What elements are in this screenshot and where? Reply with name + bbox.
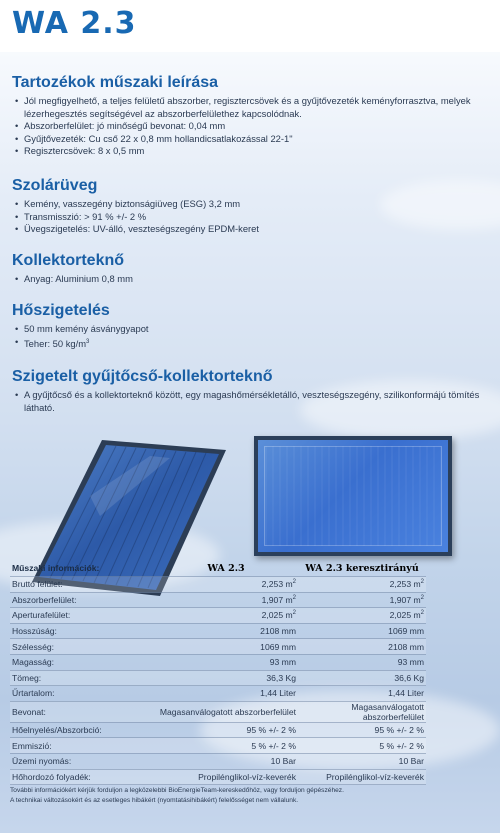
table-header-row xyxy=(10,560,426,577)
table-cell-text: Emmisziό: xyxy=(12,740,52,751)
table-cell-text: Abszorberfelület: xyxy=(12,594,77,605)
list-item: • Üvegszigetelés: UV-álló, veszteségszegény EPDM-keret xyxy=(24,223,482,236)
table-label-cell xyxy=(10,753,154,769)
table-label-cell xyxy=(10,686,154,702)
table-header-cell xyxy=(10,560,154,577)
table-cell-text: 1,44 Liter xyxy=(388,688,424,699)
table-value-cell xyxy=(298,608,426,624)
table-value-cell xyxy=(154,608,298,624)
table-value-cell xyxy=(298,769,426,785)
table-label-cell xyxy=(10,639,154,655)
bullet-list xyxy=(12,273,482,286)
table-value-cell xyxy=(298,738,426,754)
table-label-cell xyxy=(10,608,154,624)
table-label-cell xyxy=(10,654,154,670)
list-item: • 50 mm kemény ásványgyapot xyxy=(24,323,482,336)
table-cell-text: 2,253 m xyxy=(261,579,293,590)
table-cell-text: Tömeg: xyxy=(12,672,42,683)
superscript: 3 xyxy=(86,338,90,345)
list-item: • Gyűjtővezeték: Cu cső 22 x 0,8 mm hollandicsatlakozással 22-1" xyxy=(24,133,482,146)
list-item: • Transmisszió: > 91 % +/- 2 % xyxy=(24,211,482,224)
table-cell-text: 5 % +/- 2 % xyxy=(251,740,296,751)
section-heading: Kollektorteknő xyxy=(12,252,125,269)
table-cell-text: Bevonat: xyxy=(12,706,46,717)
table-row xyxy=(10,670,426,686)
table-cell-text: Propilénglikol-víz-keverék xyxy=(198,771,296,782)
section-insulation xyxy=(12,302,482,350)
table-value-cell xyxy=(298,654,426,670)
table-cell-text: Magasanválogatott abszorberfelület xyxy=(351,701,424,722)
table-value-cell xyxy=(154,722,298,738)
section-accessories xyxy=(12,74,482,158)
table-cell-text: Hőelnyelés/Abszorbció: xyxy=(12,725,102,736)
table-row xyxy=(10,753,426,769)
superscript: 2 xyxy=(292,595,296,602)
table-cell-text: 95 % +/- 2 % xyxy=(374,725,424,736)
table-value-cell xyxy=(154,753,298,769)
list-item: • Anyag: Aluminium 0,8 mm xyxy=(24,273,482,286)
table-cell-text: Magasság: xyxy=(12,657,55,668)
table-cell-text: 2108 mm xyxy=(388,641,424,652)
table-cell-text: 1,907 m xyxy=(261,594,293,605)
table-row xyxy=(10,623,426,639)
list-item-text: Teher: 50 kg/m xyxy=(24,337,87,349)
table-value-cell xyxy=(154,577,298,593)
table-row xyxy=(10,738,426,754)
table-header-cell xyxy=(298,560,426,577)
table-cell-text: 5 % +/- 2 % xyxy=(379,740,424,751)
table-cell-text: Műszaki információk: xyxy=(12,563,100,573)
footnote: A technikai változásokért és az esetleges hibákért (nyomtatásihibákért) felelősséget nem vállalunk. xyxy=(10,797,299,804)
section-heading: Tartozékok műszaki leírása xyxy=(12,74,219,91)
table-row xyxy=(10,608,426,624)
table-label-cell xyxy=(10,623,154,639)
table-value-cell xyxy=(154,686,298,702)
table-cell-text: Aperturafelület: xyxy=(12,610,71,621)
list-item: • A gyűjtőcső és a kollektorteknő között, egy magashőmérsékletálló, veszteségszegény, szilikonformájú tömítés látható. xyxy=(24,389,482,414)
table-cell-text: Magasanválogatott abszorberfelület xyxy=(159,706,296,717)
table-cell-text: WA 2.3 keresztirányú xyxy=(305,562,419,574)
table-value-cell xyxy=(154,670,298,686)
table-label-cell xyxy=(10,670,154,686)
table-row xyxy=(10,686,426,702)
superscript: 2 xyxy=(420,610,424,617)
table-cell-text: 2108 mm xyxy=(260,626,296,637)
table-cell-text: Bruttó felület: xyxy=(12,579,63,590)
table-cell-text: 1069 mm xyxy=(260,641,296,652)
superscript: 2 xyxy=(420,595,424,602)
table-header-cell xyxy=(154,560,298,577)
table-cell-text: 36,6 Kg xyxy=(394,672,424,683)
section-collector-trough xyxy=(12,252,482,286)
table-cell-text: Űrtartalom: xyxy=(12,688,55,699)
table-value-cell xyxy=(298,722,426,738)
solar-panel-horizontal-image xyxy=(254,436,452,556)
table-value-cell xyxy=(154,623,298,639)
table-row xyxy=(10,639,426,655)
table-cell-text: 1069 mm xyxy=(388,626,424,637)
superscript: 2 xyxy=(292,579,296,586)
section-heading: Hőszigetelés xyxy=(12,302,110,319)
table-value-cell xyxy=(298,577,426,593)
table-value-cell xyxy=(154,769,298,785)
footnotes xyxy=(10,786,480,806)
table-cell-text: 93 mm xyxy=(397,657,424,668)
list-item: • Kemény, vasszegény biztonságiüveg (ESG) 3,2 mm xyxy=(24,198,482,211)
table-value-cell xyxy=(154,639,298,655)
table-label-cell xyxy=(10,722,154,738)
table-cell-text: 2,253 m xyxy=(389,579,421,590)
table-label-cell xyxy=(10,592,154,608)
table-cell-text: Propilénglikol-víz-keverék xyxy=(326,771,424,782)
table-cell-text: Hosszúság: xyxy=(12,626,57,637)
table-cell-text: Szélesség: xyxy=(12,641,55,652)
superscript: 2 xyxy=(292,610,296,617)
table-value-cell xyxy=(154,654,298,670)
table-value-cell xyxy=(298,623,426,639)
table-value-cell xyxy=(298,670,426,686)
table-cell-text: WA 2.3 xyxy=(207,562,245,574)
footnote: További információkért kérjük forduljon a legközelebbi BioEnergieTeam-kereskedőhöz, vagy forduljon gépészéhez. xyxy=(10,787,344,794)
bullet-list xyxy=(12,323,482,350)
bullet-list xyxy=(12,389,482,414)
table-cell-text: 10 Bar xyxy=(398,756,424,767)
section-insulated-collector xyxy=(12,368,482,414)
table-row xyxy=(10,592,426,608)
table-value-cell xyxy=(298,592,426,608)
table-cell-text: 95 % +/- 2 % xyxy=(246,725,296,736)
table-value-cell xyxy=(298,639,426,655)
table-cell-text: Üzemi nyomás: xyxy=(12,756,72,767)
table-row xyxy=(10,701,426,722)
table-label-cell xyxy=(10,577,154,593)
bullet-list xyxy=(12,198,482,236)
table-label-cell xyxy=(10,701,154,722)
table-value-cell xyxy=(298,686,426,702)
list-item: • Jól megfigyelhető, a teljes felületű abszorber, regisztercsövek és a gyűjtővezeték keményforrasztva, melyek lézerhegesztés segítségével az abszorberfelülethez kapcsolódnak. xyxy=(24,95,482,120)
table-label-cell xyxy=(10,738,154,754)
spec-table xyxy=(10,560,426,785)
table-cell-text: 1,907 m xyxy=(389,594,421,605)
table-cell-text: 36,3 Kg xyxy=(266,672,296,683)
superscript: 2 xyxy=(420,579,424,586)
table-cell-text: 2,025 m xyxy=(261,610,293,621)
table-cell-text: 10 Bar xyxy=(270,756,296,767)
table-cell-text: 93 mm xyxy=(269,657,296,668)
table-value-cell xyxy=(154,592,298,608)
section-solar-glass xyxy=(12,177,482,236)
section-heading: Szigetelt gyűjtőcső-kollektorteknő xyxy=(12,368,273,385)
table-value-cell xyxy=(154,738,298,754)
bullet-list xyxy=(12,95,482,158)
table-value-cell xyxy=(154,701,298,722)
table-row xyxy=(10,577,426,593)
table-cell-text: 2,025 m xyxy=(389,610,421,621)
page-header xyxy=(0,0,500,52)
list-item xyxy=(24,336,482,351)
section-heading: Szolárüveg xyxy=(12,177,98,194)
page-title: WA 2.3 xyxy=(12,6,137,41)
table-cell-text: Hőhordozó folyadék: xyxy=(12,771,91,782)
table-cell-text: 1,44 Liter xyxy=(260,688,296,699)
table-value-cell xyxy=(298,753,426,769)
list-item: • Regisztercsövek: 8 x 0,5 mm xyxy=(24,145,482,158)
table-label-cell xyxy=(10,769,154,785)
table-value-cell xyxy=(298,701,426,722)
list-item: • Abszorberfelület: jó minőségű bevonat: 0,04 mm xyxy=(24,120,482,133)
table-row xyxy=(10,722,426,738)
table-row xyxy=(10,654,426,670)
table-row xyxy=(10,769,426,785)
